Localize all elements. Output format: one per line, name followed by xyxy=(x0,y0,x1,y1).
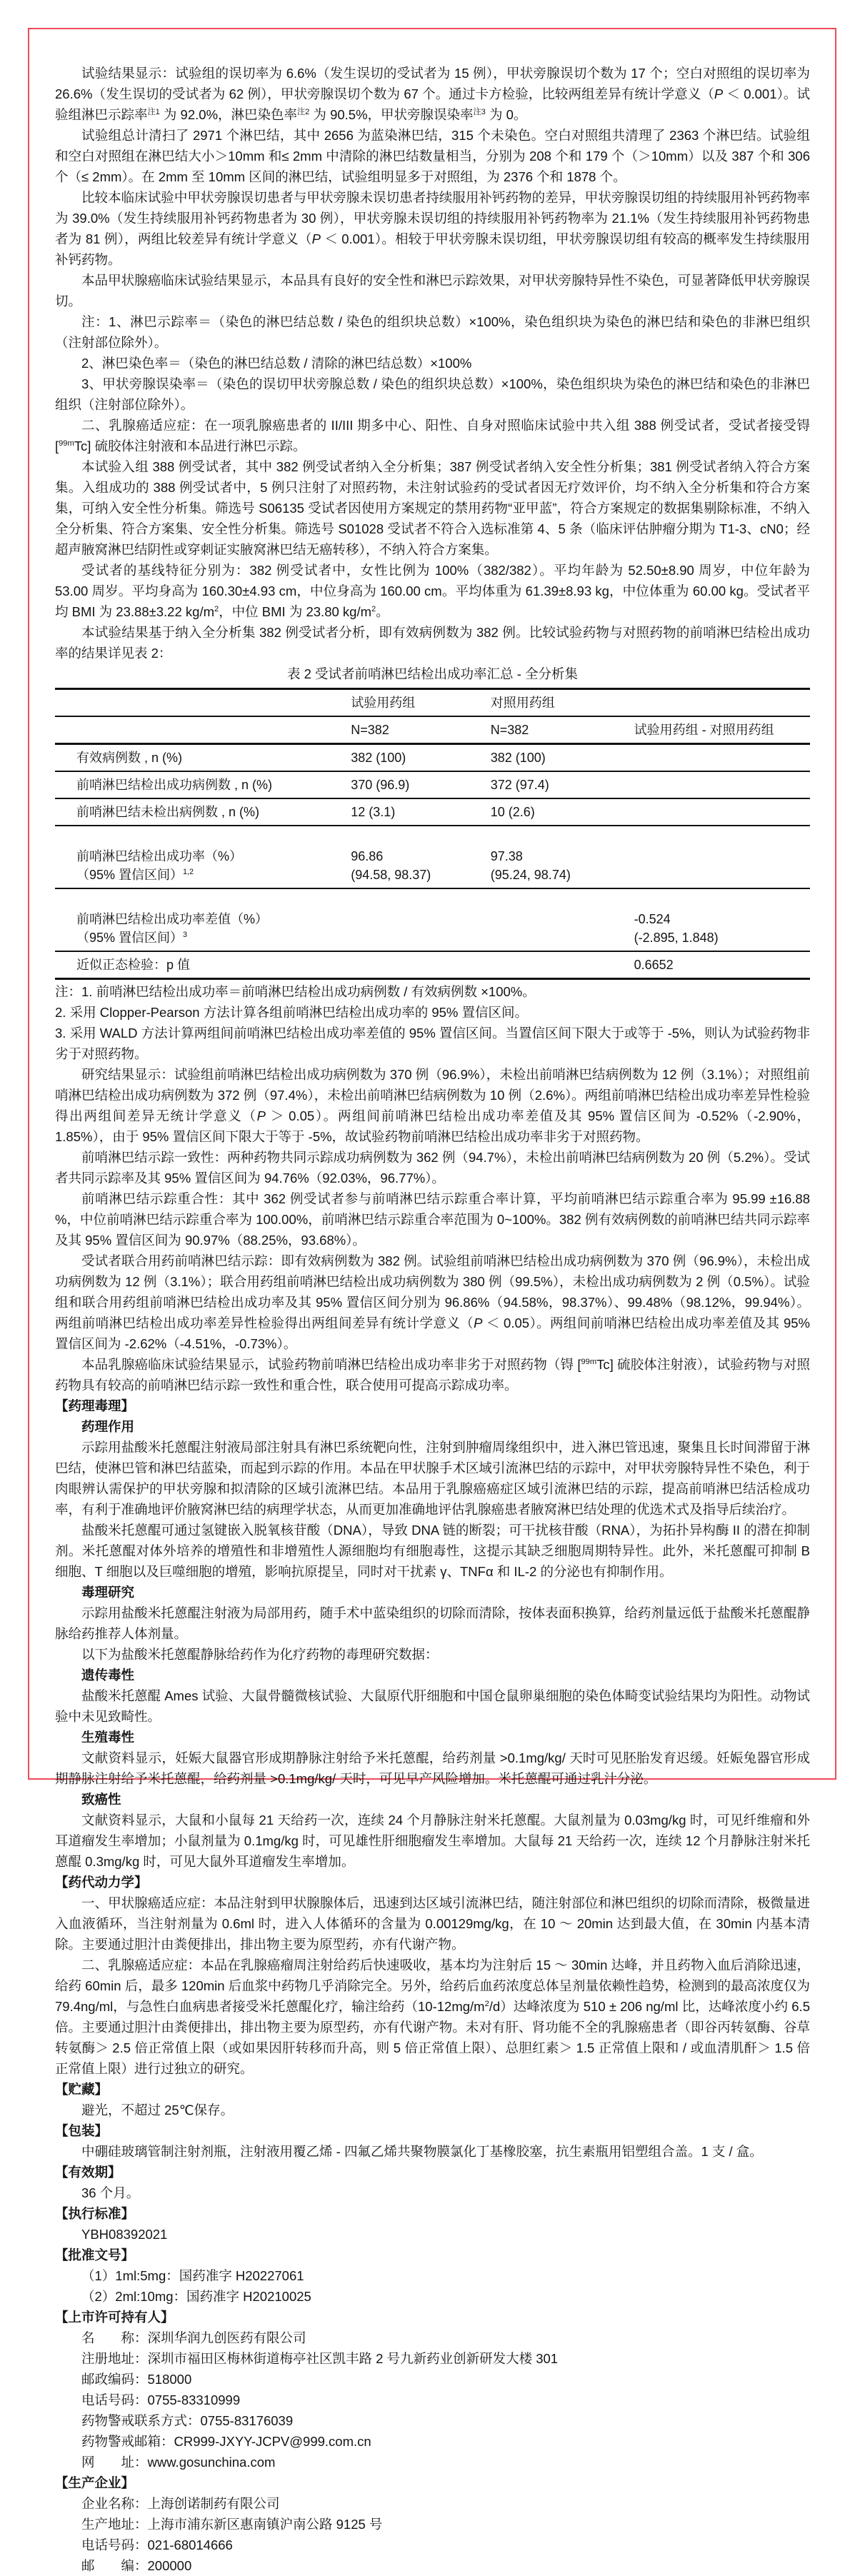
holder-name: 名 称：深圳华润九创医药有限公司 xyxy=(81,2330,306,2345)
section-manufacturer: 【生产企业】 xyxy=(55,2475,135,2490)
calcium-supplement-paragraph: 比较本临床试验中甲状旁腺误切患者与甲状旁腺未误切患者持续服用补钙药物的差异，甲状旁腺误切组的持续服用补钙药物率为 39.0%（发生持续服用补钙药物患者为 30 例），甲状旁腺未误切组的持续服用补钙药物率为 21.1%（发生持续服用补钙药物患者为 81 例），两组比较差异有统计学意义（P ＜ 0.001）。相较于甲状旁腺未误切组，甲状旁腺误切组有较高的概率发生持续服用补钙药物。 xyxy=(55,190,811,267)
cell-value xyxy=(633,744,810,772)
cell-value xyxy=(633,798,810,826)
packaging-text: 中硼硅玻璃管制注射剂瓶，注射液用覆乙烯 - 四氟乙烯共聚物膜氯化丁基橡胶塞，抗生素瓶用铝塑组合盖。1 支 / 盒。 xyxy=(81,2144,763,2159)
table-note-2: 2. 采用 Clopper-Pearson 方法计算各组前哨淋巴结检出成功率的 95% 置信区间。 xyxy=(55,1005,529,1020)
holder-pharmacovigilance-email: 药物警戒邮箱：CR999-JXYY-JCPV@999.com.cn xyxy=(81,2434,371,2449)
cell-value xyxy=(633,843,810,888)
pk-thyroid-paragraph: 一、甲状腺癌适应症：本品注射到甲状腺腺体后，迅速到达区域引流淋巴结，随注射部位和淋巴组织的切除而清除，极微量进入血液循环，当注射剂量为 0.6ml 时，进入人体循环的含量为 0.00129mg/kg，在 10 ～ 20min 达到最大值，在 30min 内基本清除。主要通过胆汁由粪便排出，排出物主要为原型药，亦有代谢产物。 xyxy=(55,1895,810,1952)
lymph-counts-paragraph: 试验组总计清扫了 2971 个淋巴结，其中 2656 为蓝染淋巴结，315 个未染色。空白对照组共清理了 2363 个淋巴结。试验组和空白对照组在淋巴结大小＞10mm 和≤ 2mm 中清除的淋巴结数量相当，分别为 208 个和 179 个（＞10mm）以及 387 个和 306 个（≤ 2mm）。在 2mm 至 10mm 区间的淋巴结，试验组明显多于对照组，为 2376 个和 1878 个。 xyxy=(55,128,810,184)
table-spacer-row xyxy=(55,826,810,843)
genetic-toxicity-paragraph: 盐酸米托蒽醌 Ames 试验、大鼠骨髓微核试验、大鼠原代肝细胞和中国仓鼠卵巢细胞的染色体畸变试验结果均为阳性。动物试验中未见致畸性。 xyxy=(55,1688,810,1724)
header-test-n: N=382 xyxy=(349,716,489,744)
reproductive-toxicity-paragraph: 文献资料显示，妊娠大鼠器官形成期静脉注射给予米托蒽醌，给药剂量 >0.1mg/kg/ 天时可见胚胎发育迟缓。妊娠兔器官形成期静脉注射给予米托蒽醌，给药剂量 >0.1mg/kg/ 天时，可见早产风险增加。米托蒽醌可通过乳汁分泌。 xyxy=(55,1750,810,1786)
executive-standard-code: YBH08392021 xyxy=(81,2227,168,2242)
header-diff: 试验用药组 - 对照用药组 xyxy=(633,716,810,744)
table-intro-paragraph: 本试验结果基于纳入全分析集 382 例受试者分析，即有效病例数为 382 例。比较试验药物与对照药物的前哨淋巴结检出成功率的结果详见表 2： xyxy=(55,625,810,661)
cell-value: 382 (100) xyxy=(489,744,633,772)
table2-caption: 表 2 受试者前哨淋巴结检出成功率汇总 - 全分析集 xyxy=(286,666,578,681)
trial-results-paragraph: 试验结果显示：试验组的误切率为 6.6%（发生误切的受试者为 15 例），甲状旁腺误切个数为 17 个；空白对照组的误切率为 26.6%（发生误切的受试者为 62 例），甲状旁腺误切个数为 67 个。通过卡方检验，比较两组差异有统计学意义（P ＜ 0.001）。试验组淋巴示踪率$^{注1}$ 为 92.0%，淋巴染色率$^{注2}$ 为 90.5%，甲状旁腺误染率$^{注3}$ 为 0。 xyxy=(55,66,810,122)
table-row-valid-cases xyxy=(55,744,810,772)
cell-value: 372 (97.4) xyxy=(489,771,633,798)
table-row-sln-success-cases xyxy=(55,771,810,798)
thyroid-conclusion-paragraph: 本品甲状腺癌临床试验结果显示，本品具有良好的安全性和淋巴示踪效果，对甲状旁腺特异性不染色，可显著降低甲状旁腺误切。 xyxy=(55,273,810,309)
cell-value: 382 (100) xyxy=(349,744,489,772)
header-test-group: 试验用药组 xyxy=(349,689,489,717)
study-result-paragraph: 研究结果显示：试验组前哨淋巴结检出成功病例数为 370 例（96.9%），未检出前哨淋巴结病例数为 12 例（3.1%）；对照组前哨淋巴结检出成功病例数为 372 例（97.4%），未检出前哨淋巴结病例数为 10 例（2.6%）。两组前哨淋巴结检出成功率差异性检验得出两组间差异无统计学意义（P ＞ 0.05）。两组间前哨淋巴结检出成功率差值及其 95% 置信区间为 -0.52%（-2.90%，1.85%），由于 95% 置信区间下限大于等于 -5%，故试验药物前哨淋巴结检出成功率非劣于对照药物。 xyxy=(55,1067,810,1144)
table-row-normal-test-pvalue xyxy=(55,951,810,979)
section-storage: 【贮藏】 xyxy=(55,2082,109,2097)
cell-value xyxy=(349,906,489,951)
note-3-parathyroid-misstain-rate: 3、甲状旁腺误染率＝（染色的误切甲状旁腺总数 / 染色的组织块总数）×100%，染色组织块为染色的淋巴结和染色的非淋巴组织（注射部位除外）。 xyxy=(55,376,810,412)
cell-value xyxy=(489,906,633,951)
header-control-n: N=382 xyxy=(489,716,633,744)
subsection-reproductive-toxicity: 生殖毒性 xyxy=(81,1730,135,1745)
holder-postcode: 邮政编码：518000 xyxy=(81,2372,192,2387)
header-control-group: 对照用药组 xyxy=(489,689,633,717)
section-approval-number: 【批准文号】 xyxy=(55,2247,135,2262)
table-row-sln-success-rate xyxy=(55,843,810,888)
cell-value: 12 (3.1) xyxy=(349,798,489,826)
cell-value xyxy=(633,771,810,798)
subsection-toxicology-research: 毒理研究 xyxy=(81,1585,135,1600)
approval-number-1: （1）1ml:5mg：国药准字 H20227061 xyxy=(81,2268,304,2283)
pharm-action-paragraph-2: 盐酸米托蒽醌可通过氢键嵌入脱氧核苷酸（DNA），导致 DNA 链的断裂；可干扰核苷酸（RNA），为拓扑异构酶 II 的潜在抑制剂。米托蒽醌对体外培养的增殖性和非增殖性人源细胞均有细胞毒性，这提示其缺乏细胞周期特异性。此外，米托蒽醌可抑制 B 细胞、T 细胞以及巨噬细胞的增殖，影响抗原提呈，同时对干扰素 γ、TNFα 和 IL-2 的分泌也有抑制作用。 xyxy=(55,1523,810,1579)
cell-value xyxy=(349,951,489,979)
manufacturer-postcode: 邮 编：200000 xyxy=(81,2558,192,2573)
pharm-action-paragraph-1: 示踪用盐酸米托蒽醌注射液局部注射具有淋巴系统靶向性，注射到肿瘤周缘组织中，进入淋巴管迅速，聚集且长时间滞留于淋巴结，使淋巴管和淋巴结蓝染，而起到示踪的作用。本品在甲状腺手术区域引流淋巴结的示踪中，对甲状旁腺特异性不染色，利于肉眼辨认需保护的甲状旁腺和拟清除的区域引流淋巴结。本品用于乳腺癌癌症区域引流淋巴结的示踪，提高前哨淋巴结活检成功率，有利于准确地评价腋窝淋巴结的病理学状态，从而更加准确地评估乳腺癌患者腋窝淋巴结处理的优选术式及指导后续治疗。 xyxy=(55,1440,810,1517)
section-pharmacokinetics: 【药代动力学】 xyxy=(55,1875,148,1890)
row-label: 有效病例数 , n (%) xyxy=(55,744,349,772)
breast-cancer-indication-intro: 二、乳腺癌适应症：在一项乳腺癌患者的 II/III 期多中心、阳性、自身对照临床试验中共入组 388 例受试者，受试者接受锝 [$^{99m}$Tc] 硫胶体注射液和本品进行淋巴示踪。 xyxy=(55,418,810,453)
pk-breast-paragraph: 二、乳腺癌适应症：本品在乳腺癌瘤周注射给药后快速吸收，基本均为注射后 15 ～ 30min 达峰，并且药物入血后消除迅速，给药 60min 后，最多 120min 后血浆中药物几乎消除完全。另外，给药后血药浓度总体呈剂量依赖性趋势，检测到的最高浓度仅为 79.4ng/ml，与急性白血病患者接受米托蒽醌化疗，输注给药$(10-12mg/m^2/d)$达峰浓度为 510 ± 206 ng/ml 比，达峰浓度小约 6.5 倍。主要通过胆汁由粪便排出，排出物主要为原型药，亦有代谢产物。未对有肝、肾功能不全的乳腺癌患者（即谷丙转氨酶、谷草转氨酶＞ 2.5 倍正常值上限（或如果因肝转移而升高，则 5 倍正常值上限）、总胆红素＞ 1.5 正常值上限和 / 或血清肌酐＞ 1.5 倍正常值上限）进行过独立的研究。 xyxy=(55,1958,810,2076)
section-pharmacology-toxicology: 【药理毒理】 xyxy=(55,1398,135,1413)
table-spacer-row xyxy=(55,888,810,906)
table-row-header-groups xyxy=(55,689,810,717)
holder-registered-address: 注册地址：深圳市福田区梅林街道梅亭社区凯丰路 2 号九新药业创新研发大楼 301 xyxy=(81,2351,559,2366)
subsection-genetic-toxicity: 遗传毒性 xyxy=(81,1668,135,1683)
section-packaging: 【包装】 xyxy=(55,2123,109,2138)
shelf-life-text: 36 个月。 xyxy=(81,2185,140,2200)
approval-number-2: （2）2ml:10mg：国药准字 H20210025 xyxy=(81,2289,311,2304)
section-license-holder: 【上市许可持有人】 xyxy=(55,2310,174,2325)
note-2-lymph-staining-rate: 2、淋巴染色率＝（染色的淋巴结总数 / 清除的淋巴结总数）×100% xyxy=(81,356,472,371)
cell-value: 0.6652 xyxy=(634,958,674,972)
cell-value: 96.86 (94.58, 98.37) xyxy=(349,843,489,888)
table-note-3: 3. 采用 WALD 方法计算两组间前哨淋巴结检出成功率差值的 95% 置信区间。当置信区间下限大于或等于 -5%，则认为试验药物非劣于对照药物。 xyxy=(55,1026,810,1061)
holder-pharmacovigilance-phone: 药物警戒联系方式：0755-83176039 xyxy=(81,2413,294,2428)
table2-sln-detection xyxy=(55,688,810,980)
cell-value xyxy=(489,951,633,979)
row-label: 前哨淋巴结检出成功病例数 , n (%) xyxy=(55,771,349,798)
baseline-characteristics-paragraph: 受试者的基线特征分别为：382 例受试者中，女性比例为 100%（382/382）。平均年龄为 52.50±8.90 周岁，中位年龄为 53.00 周岁。平均身高为 160.30±4.93 cm，中位身高为 160.00 cm。平均体重为 61.39±8.93 kg，中位体重为 60.00 kg。受试者平均 BMI 为 23.88±3.22 $kg/m^2$，中位 BMI 为 23.80 $kg/m^2$。 xyxy=(55,563,810,619)
cell-value: 10 (2.6) xyxy=(489,798,633,826)
table-row-header-n xyxy=(55,716,810,744)
section-executive-standard: 【执行标准】 xyxy=(55,2206,135,2221)
toxicology-paragraph-2: 以下为盐酸米托蒽醌静脉给药作为化疗药物的毒理研究数据： xyxy=(81,1647,439,1662)
carcinogenicity-paragraph: 文献资料显示，大鼠和小鼠每 21 天给药一次，连续 24 个月静脉注射米托蒽醌。大鼠剂量为 0.03mg/kg 时，可见纤维瘤和外耳道瘤发生率增加；小鼠剂量为 0.1mg/kg 时，可见雄性肝细胞瘤发生率增加。大鼠每 21 天给药一次，连续 12 个月静脉注射米托蒽醌 0.3mg/kg 时，可见大鼠外耳道瘤发生率增加。 xyxy=(55,1813,810,1869)
manufacturer-name: 企业名称：上海创诺制药有限公司 xyxy=(81,2496,280,2511)
tracing-overlap-paragraph: 前哨淋巴结示踪重合性：其中 362 例受试者参与前哨淋巴结示踪重合率计算，平均前哨淋巴结示踪重合率为 95.99 ±16.88 %，中位前哨淋巴结示踪重合率为 100.00%，前哨淋巴结示踪重合率范围为 0~100%。382 例有效病例数的前哨淋巴结共同示踪率及其 95% 置信区间为 90.97%（88.25%，93.68%）。 xyxy=(55,1191,810,1248)
holder-phone: 电话号码：0755-83310999 xyxy=(81,2392,241,2407)
table-note-1: 注：1. 前哨淋巴结检出成功率＝前哨淋巴结检出成功病例数 / 有效病例数 ×100%。 xyxy=(55,984,536,999)
cell-value: -0.524 (-2.895, 1.848) xyxy=(633,906,810,951)
row-label: 前哨淋巴结未检出病例数 , n (%) xyxy=(55,798,349,826)
cell-value: 370 (96.9) xyxy=(349,771,489,798)
section-shelf-life: 【有效期】 xyxy=(55,2165,121,2180)
note-1-lymph-tracing-rate: 注：1、淋巴示踪率＝（染色的淋巴结总数 / 染色的组织块总数）×100%，染色组织块为染色的淋巴结和染色的非淋巴组织（注射部位除外）。 xyxy=(55,314,810,350)
manufacturer-address: 生产地址：上海市浦东新区惠南镇沪南公路 9125 号 xyxy=(81,2517,383,2532)
subsection-pharmacologic-action: 药理作用 xyxy=(81,1419,135,1434)
storage-text: 避光，不超过 25℃保存。 xyxy=(81,2103,234,2118)
combined-use-paragraph: 受试者联合用药前哨淋巴结示踪：即有效病例数为 382 例。试验组前哨淋巴结检出成功病例数为 370 例（96.9%），未检出成功病例数为 12 例（3.1%）；联合用药组前哨淋巴结检出成功病例数为 380 例（99.5%），未检出成功病例数为 2 例（0.5%）。试验组和联合用药组前哨淋巴结检出成功率及其 95% 置信区间分别为 96.86%（94.58%，98.37%）、99.48%（98.12%，99.94%）。两组前哨淋巴结检出成功率差异性检验得出两组间差异有统计学意义（P ＜ 0.05）。两组间前哨淋巴结检出成功率差值及其 95% 置信区间为 -2.62%（-4.51%，-0.73%）。 xyxy=(55,1253,810,1351)
breast-conclusion-paragraph: 本品乳腺癌临床试验结果显示，试验药物前哨淋巴结检出成功率非劣于对照药物（锝 [$^{99m}$Tc] 硫胶体注射液），试验药物与对照药物具有较高的前哨淋巴结示踪一致性和重合性，联合使用可提高示踪成功率。 xyxy=(55,1357,810,1393)
cell-value: 97.38 (95.24, 98.74) xyxy=(489,843,633,888)
table-row-success-rate-difference xyxy=(55,906,810,951)
holder-website: 网 址：www.gosunchina.com xyxy=(81,2455,276,2470)
row-label: 前哨淋巴结检出成功率（%） （95% 置信区间）$^{1,2}$ xyxy=(55,843,349,888)
manufacturer-phone: 电话号码：021-68014666 xyxy=(81,2537,233,2552)
insert-sheet-border xyxy=(28,28,836,2573)
toxicology-paragraph-1: 示踪用盐酸米托蒽醌注射液为局部用药，随手术中蓝染组织的切除而清除，按体表面积换算，给药剂量远低于盐酸米托蒽醌静脉给药推荐人体剂量。 xyxy=(55,1605,810,1641)
row-label: 近似正态检验：p 值 xyxy=(76,958,191,972)
subsection-carcinogenicity: 致癌性 xyxy=(81,1792,121,1807)
enrollment-paragraph: 本试验入组 388 例受试者，其中 382 例受试者纳入全分析集；387 例受试者纳入安全性分析集；381 例受试者纳入符合方案集。入组成功的 388 例受试者中，5 例只注射了对照药物，未注射试验药的受试者因无疗效评价，均不纳入全分析集和符合方案集，可纳入安全性分析集。筛选号 S06135 受试者因使用方案规定的禁用药物“亚甲蓝”，符合方案规定的数据集剔除标准，不纳入全分析集、符合方案集、安全性分析集。筛选号 S01028 受试者不符合入选标准第 4、5 条（临床评估肿瘤分期为 T1-3、cN0；经超声腋窝淋巴结阴性或穿刺证实腋窝淋巴结无癌转移），不纳入符合方案集。 xyxy=(55,459,810,557)
tracing-consistency-paragraph: 前哨淋巴结示踪一致性：两种药物共同示踪成功病例数为 362 例（94.7%），未检出前哨淋巴结病例数为 20 例（5.2%）。受试者共同示踪率及其 95% 置信区间为 94.76%（92.03%，96.77%）。 xyxy=(55,1150,810,1186)
table-row-sln-not-detected xyxy=(55,798,810,826)
row-label: 前哨淋巴结检出成功率差值（%） （95% 置信区间）$^3$ xyxy=(55,906,349,951)
